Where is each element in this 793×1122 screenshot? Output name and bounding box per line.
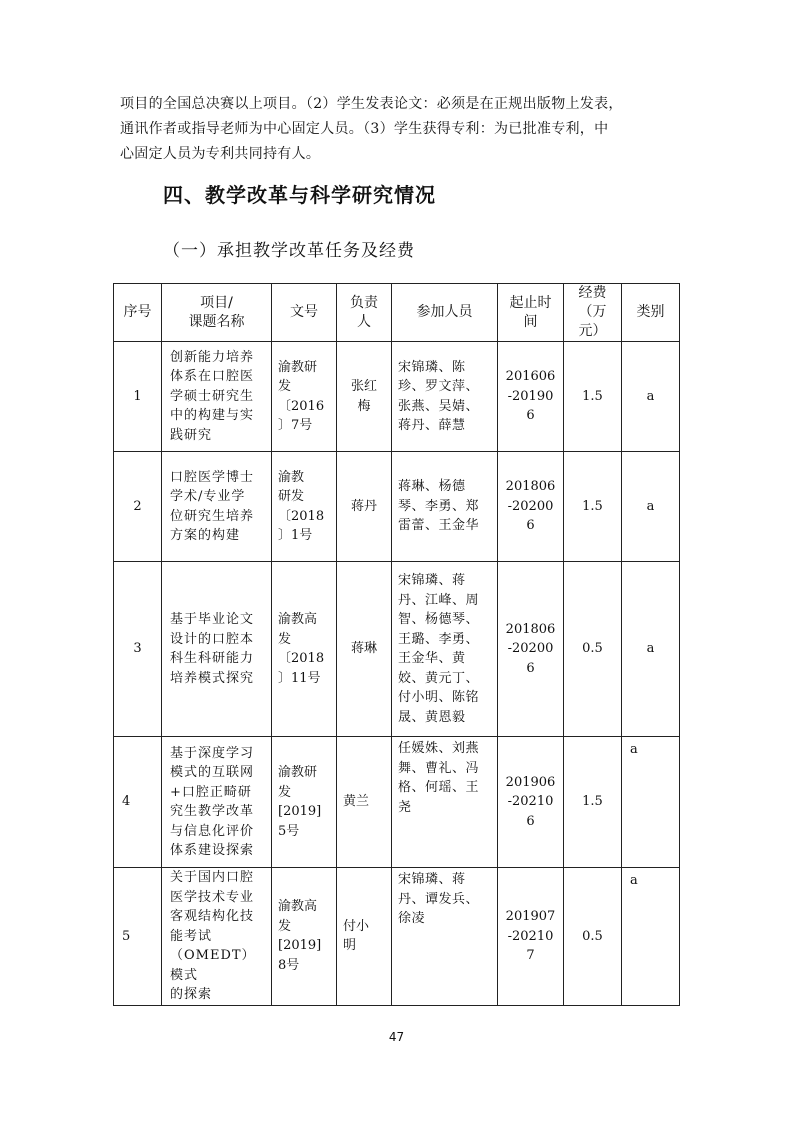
cell-name: 口腔医学博士 学术/专业学 位研究生培养 方案的构建 xyxy=(162,452,272,562)
table-row xyxy=(114,562,680,737)
intro-line: 心固定人员为专利共同持有人。 xyxy=(120,146,321,162)
cell-doc: 渝教 研发 〔2018 〕1号 xyxy=(272,452,337,562)
cell-no: 2 xyxy=(114,452,162,562)
cell-no: 3 xyxy=(114,562,162,737)
cell-doc: 渝教研 发 〔2016 〕7号 xyxy=(272,342,337,452)
intro-line: 项目的全国总决赛以上项目。（2）学生发表论文：必须是在正规出版物上发表， xyxy=(120,96,623,112)
header-members: 参加人员 xyxy=(392,284,498,342)
cell-name: 基于毕业论文 设计的口腔本 科生科研能力 培养模式探究 xyxy=(162,562,272,737)
cell-period: 201806 -20200 6 xyxy=(498,452,564,562)
cell-fund: 0.5 xyxy=(564,868,622,1006)
intro-line: 通讯作者或指导老师为中心固定人员。（3）学生获得专利：为已批准专利，中 xyxy=(120,121,609,137)
cell-doc: 渝教研 发 [2019] 5号 xyxy=(272,737,337,868)
cell-members: 宋锦璘、蒋 丹、谭发兵、 徐凌 xyxy=(392,868,498,1006)
cell-name: 创新能力培养 体系在口腔医 学硕士研究生 中的构建与实 践研究 xyxy=(162,342,272,452)
cell-lead: 付小 明 xyxy=(337,868,392,1006)
cell-name: 关于国内口腔 医学技术专业 客观结构化技 能考试 （OMEDT）模式 的探索 xyxy=(162,868,272,1006)
cell-category: a xyxy=(622,868,680,1006)
cell-members: 宋锦璘、蒋 丹、江峰、周 智、杨德琴、 王璐、李勇、 王金华、黄 姣、黄元丁、 付小明、陈铭 晟、黄恩毅 xyxy=(392,562,498,737)
cell-no: 4 xyxy=(114,737,162,868)
table-row xyxy=(114,737,680,868)
header-name: 项目/ 课题名称 xyxy=(162,284,272,342)
cell-name: 基于深度学习 模式的互联网 +口腔正畸研 究生教学改革 与信息化评价 体系建设探索 xyxy=(162,737,272,868)
cell-period: 201606 -20190 6 xyxy=(498,342,564,452)
cell-lead: 黄兰 xyxy=(337,737,392,868)
cell-period: 201907 -20210 7 xyxy=(498,868,564,1006)
cell-members: 宋锦璘、陈 珍、罗文萍、 张燕、吴婧、 蒋丹、薛慧 xyxy=(392,342,498,452)
cell-lead: 蒋丹 xyxy=(337,452,392,562)
table-row xyxy=(114,452,680,562)
header-no: 序号 xyxy=(114,284,162,342)
cell-doc: 渝教高 发 [2019] 8号 xyxy=(272,868,337,1006)
intro-paragraph xyxy=(120,92,680,167)
cell-doc: 渝教高 发 〔2018 〕11号 xyxy=(272,562,337,737)
cell-fund: 1.5 xyxy=(564,342,622,452)
cell-period: 201906 -20210 6 xyxy=(498,737,564,868)
page-number: 47 xyxy=(388,1030,405,1044)
cell-fund: 1.5 xyxy=(564,452,622,562)
header-doc: 文号 xyxy=(272,284,337,342)
table-header-row xyxy=(114,284,680,342)
cell-category: a xyxy=(622,452,680,562)
cell-lead: 张红 梅 xyxy=(337,342,392,452)
header-category: 类别 xyxy=(622,284,680,342)
subsection-title: （一）承担教学改革任务及经费 xyxy=(163,241,415,261)
header-lead: 负责 人 xyxy=(337,284,392,342)
section-title: 四、教学改革与科学研究情况 xyxy=(163,183,436,207)
cell-category: a xyxy=(622,562,680,737)
cell-period: 201806 -20200 6 xyxy=(498,562,564,737)
cell-members: 蒋琳、杨德 琴、李勇、郑 雷蕾、王金华 xyxy=(392,452,498,562)
cell-members: 任媛姝、刘燕 舞、曹礼、冯 格、何瑶、王 尧 xyxy=(392,737,498,868)
cell-no: 5 xyxy=(114,868,162,1006)
cell-lead: 蒋琳 xyxy=(337,562,392,737)
cell-category: a xyxy=(622,737,680,868)
table-row xyxy=(114,342,680,452)
header-fund: 经费 （万 元） xyxy=(564,284,622,342)
cell-fund: 0.5 xyxy=(564,562,622,737)
cell-category: a xyxy=(622,342,680,452)
header-period: 起止时 间 xyxy=(498,284,564,342)
table-row xyxy=(114,868,680,1006)
cell-fund: 1.5 xyxy=(564,737,622,868)
cell-no: 1 xyxy=(114,342,162,452)
reform-projects-table xyxy=(113,283,680,1006)
